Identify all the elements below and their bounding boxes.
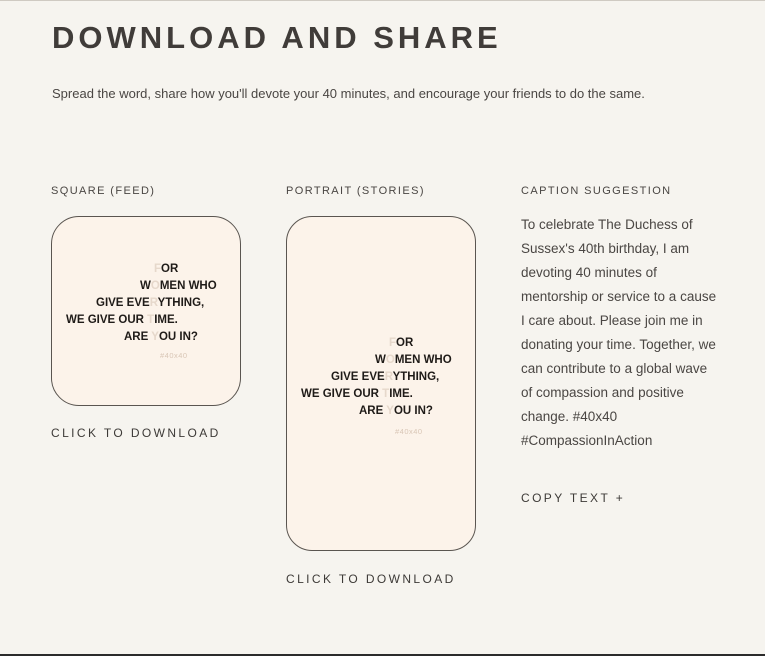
poster-line: ARE YOU IN?	[124, 331, 198, 343]
poster-line: WE GIVE OUR TIME.	[66, 314, 178, 326]
caption-suggestion-label: CAPTION SUGGESTION	[521, 185, 672, 197]
copy-text-button[interactable]: COPY TEXT +	[521, 491, 626, 505]
poster-line: GIVE EVERYTHING,	[331, 371, 440, 383]
poster-line: FOR	[154, 263, 179, 275]
poster-line: WOMEN WHO	[375, 354, 452, 366]
page-subtitle: Spread the word, share how you'll devote your 40 minutes, and encourage your friends to do the same.	[52, 86, 645, 101]
portrait-stories-image[interactable]	[286, 216, 476, 551]
poster-line: WE GIVE OUR TIME.	[301, 388, 413, 400]
portrait-download-link[interactable]: CLICK TO DOWNLOAD	[286, 572, 456, 586]
square-download-link[interactable]: CLICK TO DOWNLOAD	[51, 426, 221, 440]
portrait-stories-label: PORTRAIT (STORIES)	[286, 185, 425, 197]
caption-text: To celebrate The Duchess of Sussex's 40th birthday, I am devoting 40 minutes of mentorship or service to a cause I care about. Please join me in donating your time. Together, we can contribute to a global wave of compassion and positive change. #40x40 #CompassionInAction	[521, 217, 717, 448]
page-title: DOWNLOAD AND SHARE	[52, 20, 502, 55]
poster-hashtag: #40x40	[160, 351, 188, 360]
poster-line: GIVE EVERYTHING,	[96, 297, 205, 309]
poster-line: ARE YOU IN?	[359, 405, 433, 417]
poster-hashtag: #40x40	[395, 427, 423, 436]
poster-line: WOMEN WHO	[140, 280, 217, 292]
poster-line: FOR	[389, 337, 414, 349]
square-feed-image[interactable]	[51, 216, 241, 406]
square-feed-label: SQUARE (FEED)	[51, 185, 156, 197]
